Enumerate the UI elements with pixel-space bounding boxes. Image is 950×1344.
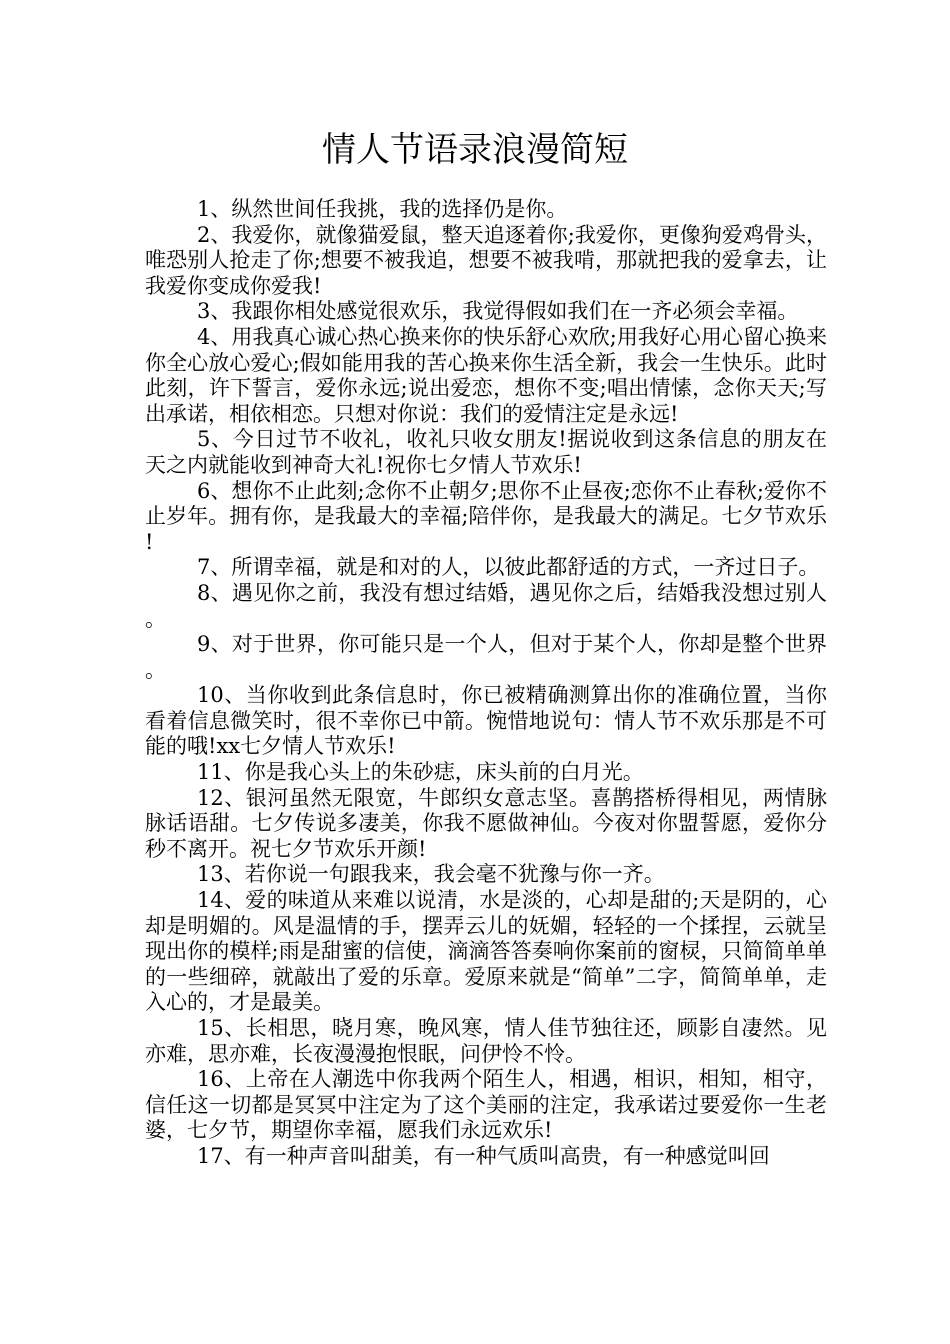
paragraph-17: 17、有一种声音叫甜美，有一种气质叫高贵，有一种感觉叫回 bbox=[197, 1143, 770, 1168]
paragraph-13: 13、若你说一句跟我来，我会毫不犹豫与你一齐。 bbox=[197, 862, 665, 887]
document-body bbox=[145, 197, 827, 1170]
paragraph-1: 1、纵然世间任我挑，我的选择仍是你。 bbox=[197, 197, 568, 221]
paragraph-2: 2、我爱你，就像猫爱鼠，整天追逐着你;我爱你，更像狗爱鸡骨头，唯恐别人抢走了你;想要不被我追，想要不被我啃，那就把我的爱拿去，让我爱你变成你爱我! bbox=[145, 222, 827, 298]
paragraph-4: 4、用我真心诚心热心换来你的快乐舒心欢欣;用我好心用心留心换来你全心放心爱心;假如能用我的苦心换来你生活全新，我会一生快乐。此时此刻，许下誓言，爱你永远;说出爱恋，想你不变;唱出情愫，念你天天;写出承诺，相依相恋。只想对你说：我们的爱情注定是永远! bbox=[145, 324, 827, 426]
paragraph-14: 14、爱的味道从来难以说清，水是淡的，心却是甜的;天是阴的，心却是明媚的。风是温情的手，摆弄云儿的妩媚，轻轻的一个揉捏，云就呈现出你的模样;雨是甜蜜的信使，滴滴答答奏响你案前的窗棂，只简简单单的一些细碎，就敲出了爱的乐章。爱原来就是“简单”二字，简简单单，走入心的，才是最美。 bbox=[145, 888, 827, 1015]
paragraph-16: 16、上帝在人潮选中你我两个陌生人，相遇，相识，相知，相守，信任这一切都是冥冥中注定为了这个美丽的注定，我承诺过要爱你一生老婆，七夕节，期望你幸福，愿我们永远欢乐! bbox=[145, 1067, 827, 1143]
paragraph-3: 3、我跟你相处感觉很欢乐，我觉得假如我们在一齐必须会幸福。 bbox=[197, 299, 799, 324]
paragraph-7: 7、所谓幸福，就是和对的人，以彼此都舒适的方式，一齐过日子。 bbox=[197, 555, 820, 580]
paragraph-12: 12、银河虽然无限宽，牛郎织女意志坚。喜鹊搭桥得相见，两情脉脉话语甜。七夕传说多凄美，你我不愿做神仙。今夜对你盟誓愿，爱你分秒不离开。祝七夕节欢乐开颜! bbox=[145, 785, 827, 861]
paragraph-6: 6、想你不止此刻;念你不止朝夕;思你不止昼夜;恋你不止春秋;爱你不止岁年。拥有你，是我最大的幸福;陪伴你，是我最大的满足。七夕节欢乐! bbox=[145, 478, 827, 554]
paragraph-11: 11、你是我心头上的朱砂痣，床头前的白月光。 bbox=[197, 760, 644, 785]
document-title: 情人节语录浪漫简短 bbox=[322, 130, 628, 170]
paragraph-10: 10、当你收到此条信息时，你已被精确测算出你的准确位置，当你看着信息微笑时，很不幸你已中箭。惋惜地说句：情人节不欢乐那是不可能的哦!xx七夕情人节欢乐! bbox=[145, 683, 827, 759]
paragraph-15: 15、长相思，晓月寒，晚风寒，情人佳节独往还，顾影自凄然。见亦难，思亦难，长夜漫漫抱恨眠，问伊怜不怜。 bbox=[145, 1016, 827, 1066]
paragraph-5: 5、今日过节不收礼，收礼只收女朋友!据说收到这条信息的朋友在天之内就能收到神奇大礼!祝你七夕情人节欢乐! bbox=[145, 427, 827, 477]
paragraph-8: 8、遇见你之前，我没有想过结婚，遇见你之后，结婚我没想过别人。 bbox=[145, 580, 827, 631]
paragraph-9: 9、对于世界，你可能只是一个人，但对于某个人，你却是整个世界。 bbox=[145, 632, 827, 682]
